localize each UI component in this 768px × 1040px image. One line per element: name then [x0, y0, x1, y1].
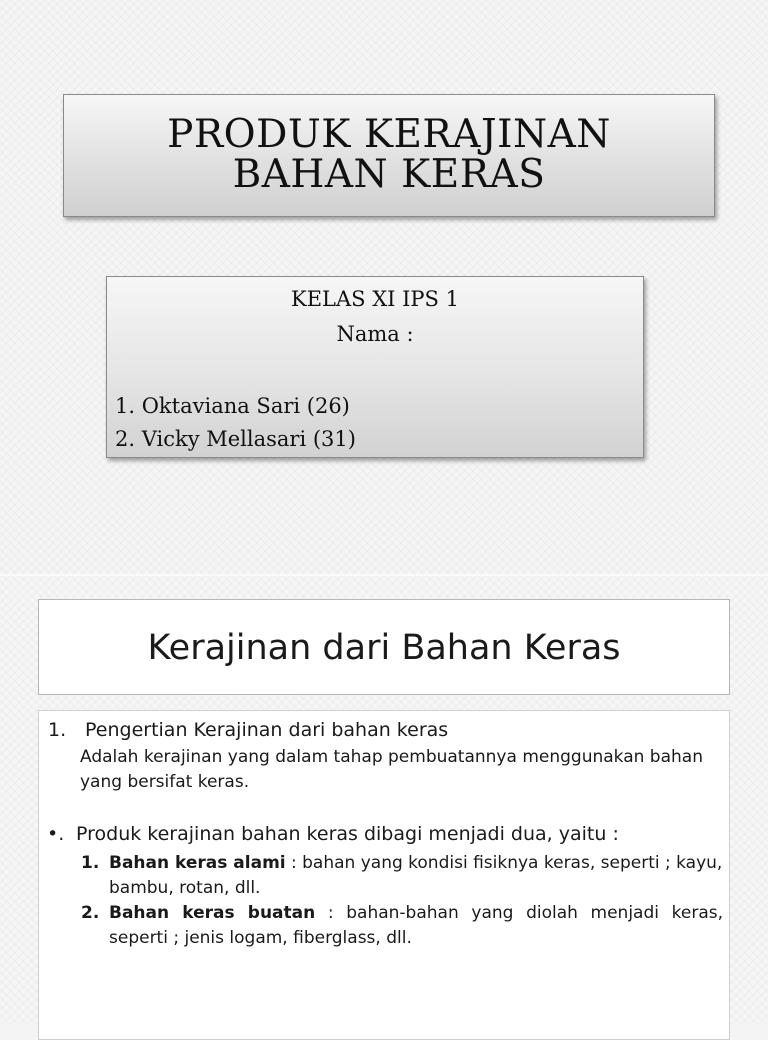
section-description: Adalah kerajinan yang dalam tahap pembuatannya menggunakan bahan yang bersifat keras.: [80, 747, 703, 792]
item-number: 2.: [81, 903, 100, 923]
item-term: Bahan keras alami: [109, 853, 286, 873]
list-item: [81, 901, 723, 951]
slide-heading: Kerajinan dari Bahan Keras: [147, 628, 621, 668]
name-label: Nama :: [336, 322, 414, 346]
item-term: Bahan keras buatan: [109, 903, 316, 923]
item-body: [109, 901, 723, 951]
item-definition: : bahan-bahan yang diolah menjadi keras, seperti ; jenis logam, fiberglass, dll.: [109, 903, 723, 948]
bullet-marker: •.: [47, 823, 65, 845]
member-item: 2. Vicky Mellasari (31): [115, 427, 356, 451]
content-box: [38, 710, 730, 1040]
title-box: [63, 94, 715, 217]
member-item: 1. Oktaviana Sari (26): [115, 394, 350, 418]
section-title: Pengertian Kerajinan dari bahan keras: [85, 719, 449, 741]
list-item: [81, 851, 723, 901]
class-label: KELAS XI IPS 1: [291, 287, 459, 311]
section-number: 1.: [48, 719, 67, 741]
student-info-box: [106, 276, 644, 458]
bullet-text: Produk kerajinan bahan keras dibagi menjadi dua, yaitu :: [76, 823, 619, 845]
item-body: [109, 851, 723, 901]
slide-heading-box: [38, 599, 730, 695]
title-line-1: PRODUK KERAJINAN: [167, 112, 611, 157]
item-definition: : bahan yang kondisi fisiknya keras, seperti ; kayu, bambu, rotan, dll.: [109, 853, 723, 898]
title-line-2: BAHAN KERAS: [232, 152, 546, 197]
item-number: 1.: [81, 853, 100, 873]
